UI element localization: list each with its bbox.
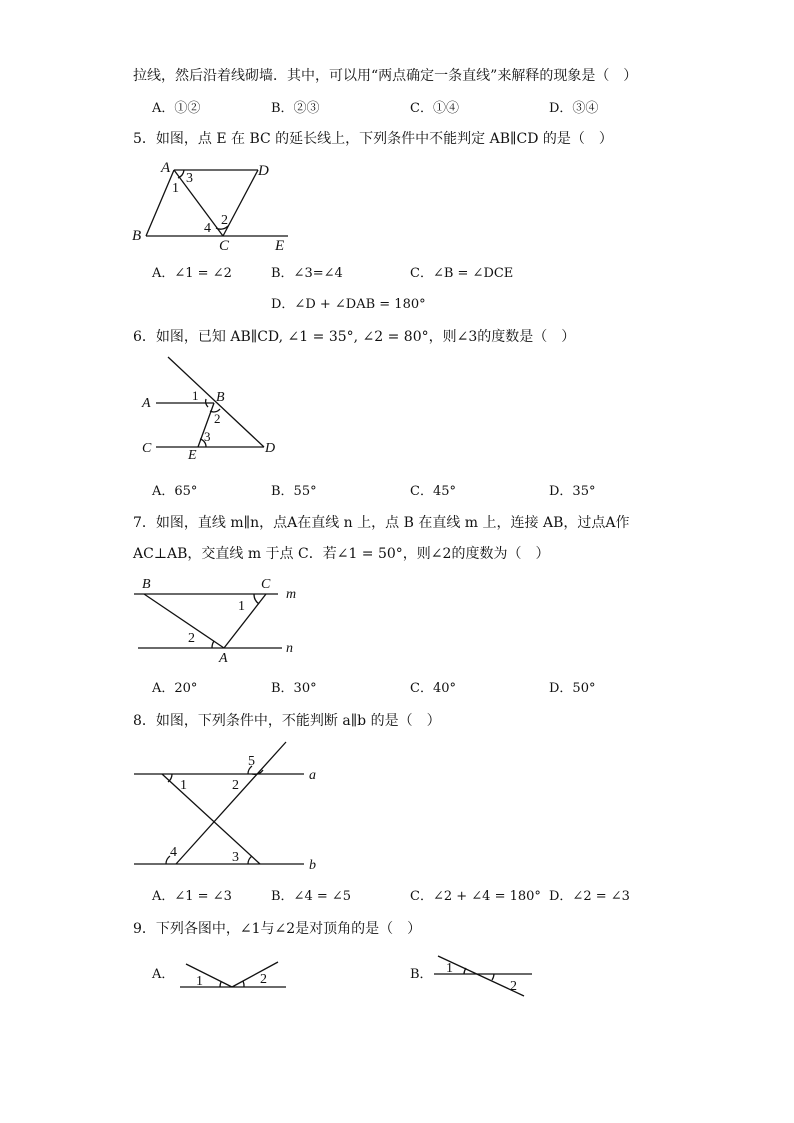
q5-angle-4: 4 xyxy=(204,221,211,236)
q6-option-c: C．45° xyxy=(410,484,456,499)
q8-angle-3: 3 xyxy=(232,850,239,865)
q7-angle-1: 1 xyxy=(238,599,245,614)
q5-option-c: C．∠B = ∠DCE xyxy=(410,266,514,281)
q6-angle-2: 2 xyxy=(214,411,221,426)
q5-stem: 5．如图，点 E 在 BC 的延长线上，下列条件中不能判定 AB∥CD 的是（ ） xyxy=(133,131,613,147)
q7-figure xyxy=(128,572,308,668)
q9b-angle-2: 2 xyxy=(510,979,517,994)
q7-label-n: n xyxy=(286,641,293,656)
q6-figure xyxy=(138,355,288,465)
q7-option-c: C．40° xyxy=(410,681,456,696)
q6-label-a: A xyxy=(142,396,151,411)
q9a-angle-2: 2 xyxy=(260,972,267,987)
q7-label-a: A xyxy=(219,651,228,666)
q8-option-d: D．∠2 = ∠3 xyxy=(549,889,630,904)
q5-option-a: A．∠1 = ∠2 xyxy=(152,266,232,281)
q9-figure-b xyxy=(424,950,536,1000)
q8-angle-5: 5 xyxy=(248,754,255,769)
q6-option-d: D．35° xyxy=(549,484,596,499)
q5-label-b: B xyxy=(132,228,142,244)
q8-angle-2: 2 xyxy=(232,778,239,793)
q4-option-c: C．①④ xyxy=(410,101,459,116)
q7-option-a: A．20° xyxy=(152,681,198,696)
q8-angle-1: 1 xyxy=(180,778,187,793)
q6-label-b: B xyxy=(216,390,225,405)
q7-label-m: m xyxy=(286,587,297,602)
q7-angle-2: 2 xyxy=(188,631,195,646)
q7-option-d: D．50° xyxy=(549,681,596,696)
q5-angle-3: 3 xyxy=(186,171,193,186)
q4-option-a: A．①② xyxy=(152,101,201,116)
q6-label-c: C xyxy=(142,441,152,456)
q9-option-a: A． xyxy=(152,967,175,982)
q7-label-b: B xyxy=(142,577,151,592)
q6-angle-1: 1 xyxy=(192,388,199,403)
q6-label-d: D xyxy=(265,441,276,456)
q8-option-b: B．∠4 = ∠5 xyxy=(271,889,352,904)
q6-angle-3: 3 xyxy=(204,429,211,444)
q7-stem-line1: 7．如图，直线 m∥n，点A在直线 n 上，点 B 在直线 m 上，连接 AB，过点A作 xyxy=(133,515,630,531)
q5-label-e: E xyxy=(275,238,285,254)
q8-angle-4: 4 xyxy=(170,845,177,860)
q5-angle-1: 1 xyxy=(172,181,179,196)
q5-angle-2: 2 xyxy=(221,213,228,228)
q6-option-b: B．55° xyxy=(271,484,317,499)
q8-option-c: C．∠2 + ∠4 = 180° xyxy=(410,889,541,904)
q5-label-a: A xyxy=(161,160,171,176)
q5-option-b: B．∠3=∠4 xyxy=(271,266,343,281)
q9-option-b: B． xyxy=(410,967,433,982)
q8-option-a: A．∠1 = ∠3 xyxy=(152,889,232,904)
q9a-angle-1: 1 xyxy=(196,974,203,989)
q8-label-b: b xyxy=(309,858,316,873)
q5-label-d: D xyxy=(258,163,269,179)
q9b-angle-1: 1 xyxy=(446,961,453,976)
q5-figure xyxy=(128,156,298,256)
q8-stem: 8．如图，下列条件中，不能判断 a∥b 的是（ ） xyxy=(133,713,441,729)
q9-stem: 9．下列各图中，∠1与∠2是对顶角的是（ ） xyxy=(133,921,422,937)
q8-label-a: a xyxy=(309,768,316,783)
q9-figure-a xyxy=(176,956,290,996)
q7-stem-line2: AC⊥AB，交直线 m 于点 C．若∠1 = 50°，则∠2的度数为（ ） xyxy=(133,546,550,562)
q7-label-c: C xyxy=(261,577,271,592)
q6-stem: 6．如图，已知 AB∥CD, ∠1 = 35°, ∠2 = 80°，则∠3的度数是（ ） xyxy=(133,329,576,345)
q5-label-c: C xyxy=(219,238,230,254)
q4-option-d: D．③④ xyxy=(549,101,599,116)
q7-option-b: B．30° xyxy=(271,681,317,696)
q5-option-d: D．∠D + ∠DAB = 180° xyxy=(271,297,426,312)
q6-option-a: A．65° xyxy=(152,484,198,499)
q8-figure xyxy=(128,738,328,874)
q6-label-e: E xyxy=(188,448,197,463)
q4-stem-continuation: 拉线，然后沿着线砌墙．其中，可以用“两点确定一条直线”来解释的现象是（ ） xyxy=(133,68,638,84)
q4-option-b: B．②③ xyxy=(271,101,320,116)
